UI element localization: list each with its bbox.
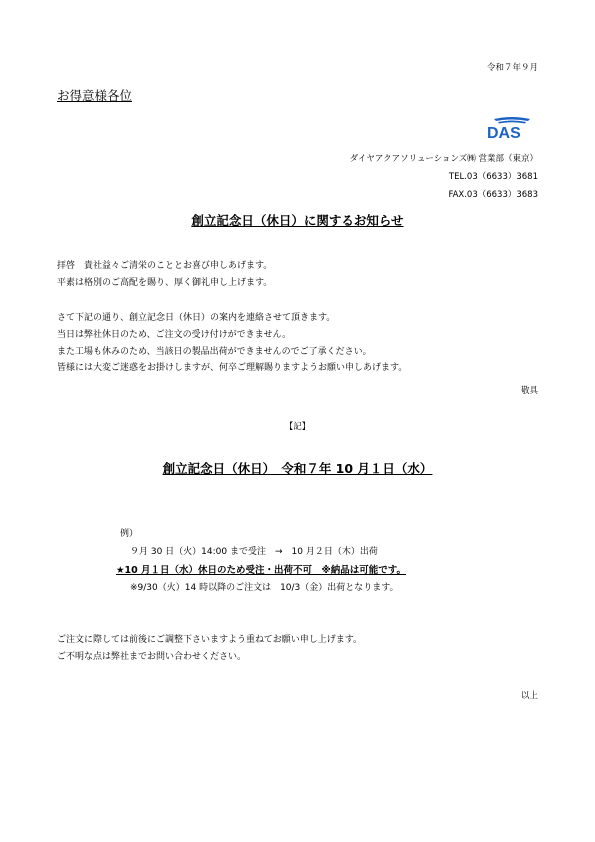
greeting-block	[57, 258, 272, 292]
svg-text:DAS: DAS	[487, 125, 521, 140]
body-line-2: 当日は弊社休日のため、ご注文の受け付けができません。	[57, 329, 292, 340]
body-line-3: また工場も休みのため、当該日の製品出荷ができませんのでご了承ください。	[57, 346, 372, 357]
company-tel: TEL.03（6633）3681	[448, 172, 538, 182]
addressee: お得意様各位	[57, 88, 133, 103]
body-block	[57, 310, 407, 377]
company-logo	[486, 116, 538, 140]
holiday-heading: 創立記念日（休日） 令和７年 10 月１日（水）	[162, 461, 433, 476]
closing-word: 敬具	[520, 386, 538, 396]
body-line-4: 皆様には大変ご迷惑をお掛けしますが、何卒ご理解賜りますようお願い申しあげます。	[57, 363, 408, 374]
footer-line-1: ご注文に際しては前後にご調整下さいますよう重ねてお願い申し上げます。	[57, 635, 363, 645]
greeting-line-2: 平素は格別のご高配を賜り、厚く御礼申し上げます。	[57, 277, 273, 288]
footer-line-2: ご不明な点は弊社までお問い合わせください。	[57, 651, 247, 662]
example-line-3: ※9/30（火）14 時以降のご注文は 10/3（金）出荷となります。	[130, 583, 399, 593]
company-name: ダイヤアクアソリューションズ㈱ 営業部（東京）	[349, 154, 538, 164]
ki-heading: 【記】	[284, 422, 311, 432]
example-line-2: ★10 月１日（水）休日のため受注・出荷不可 ※納品は可能です。	[116, 565, 407, 576]
greeting-line-1: 拝啓 貴社益々ご清栄のこととお喜び申しあげます。	[57, 261, 273, 271]
footer-block	[57, 632, 362, 666]
end-mark: 以上	[520, 691, 538, 701]
issue-date: 令和７年９月	[486, 63, 538, 73]
das-logo-icon	[486, 116, 538, 140]
company-fax: FAX.03（6633）3683	[448, 190, 538, 200]
example-label: 例）	[120, 529, 139, 539]
body-line-1: さて下記の通り、創立記念日（休日）の案内を連絡させて頂きます。	[57, 313, 336, 323]
example-line-1: ９月 30 日（火）14:00 まで受注 → 10 月２日（木）出荷	[130, 547, 378, 557]
notice-title: 創立記念日（休日）に関するお知らせ	[191, 213, 404, 228]
